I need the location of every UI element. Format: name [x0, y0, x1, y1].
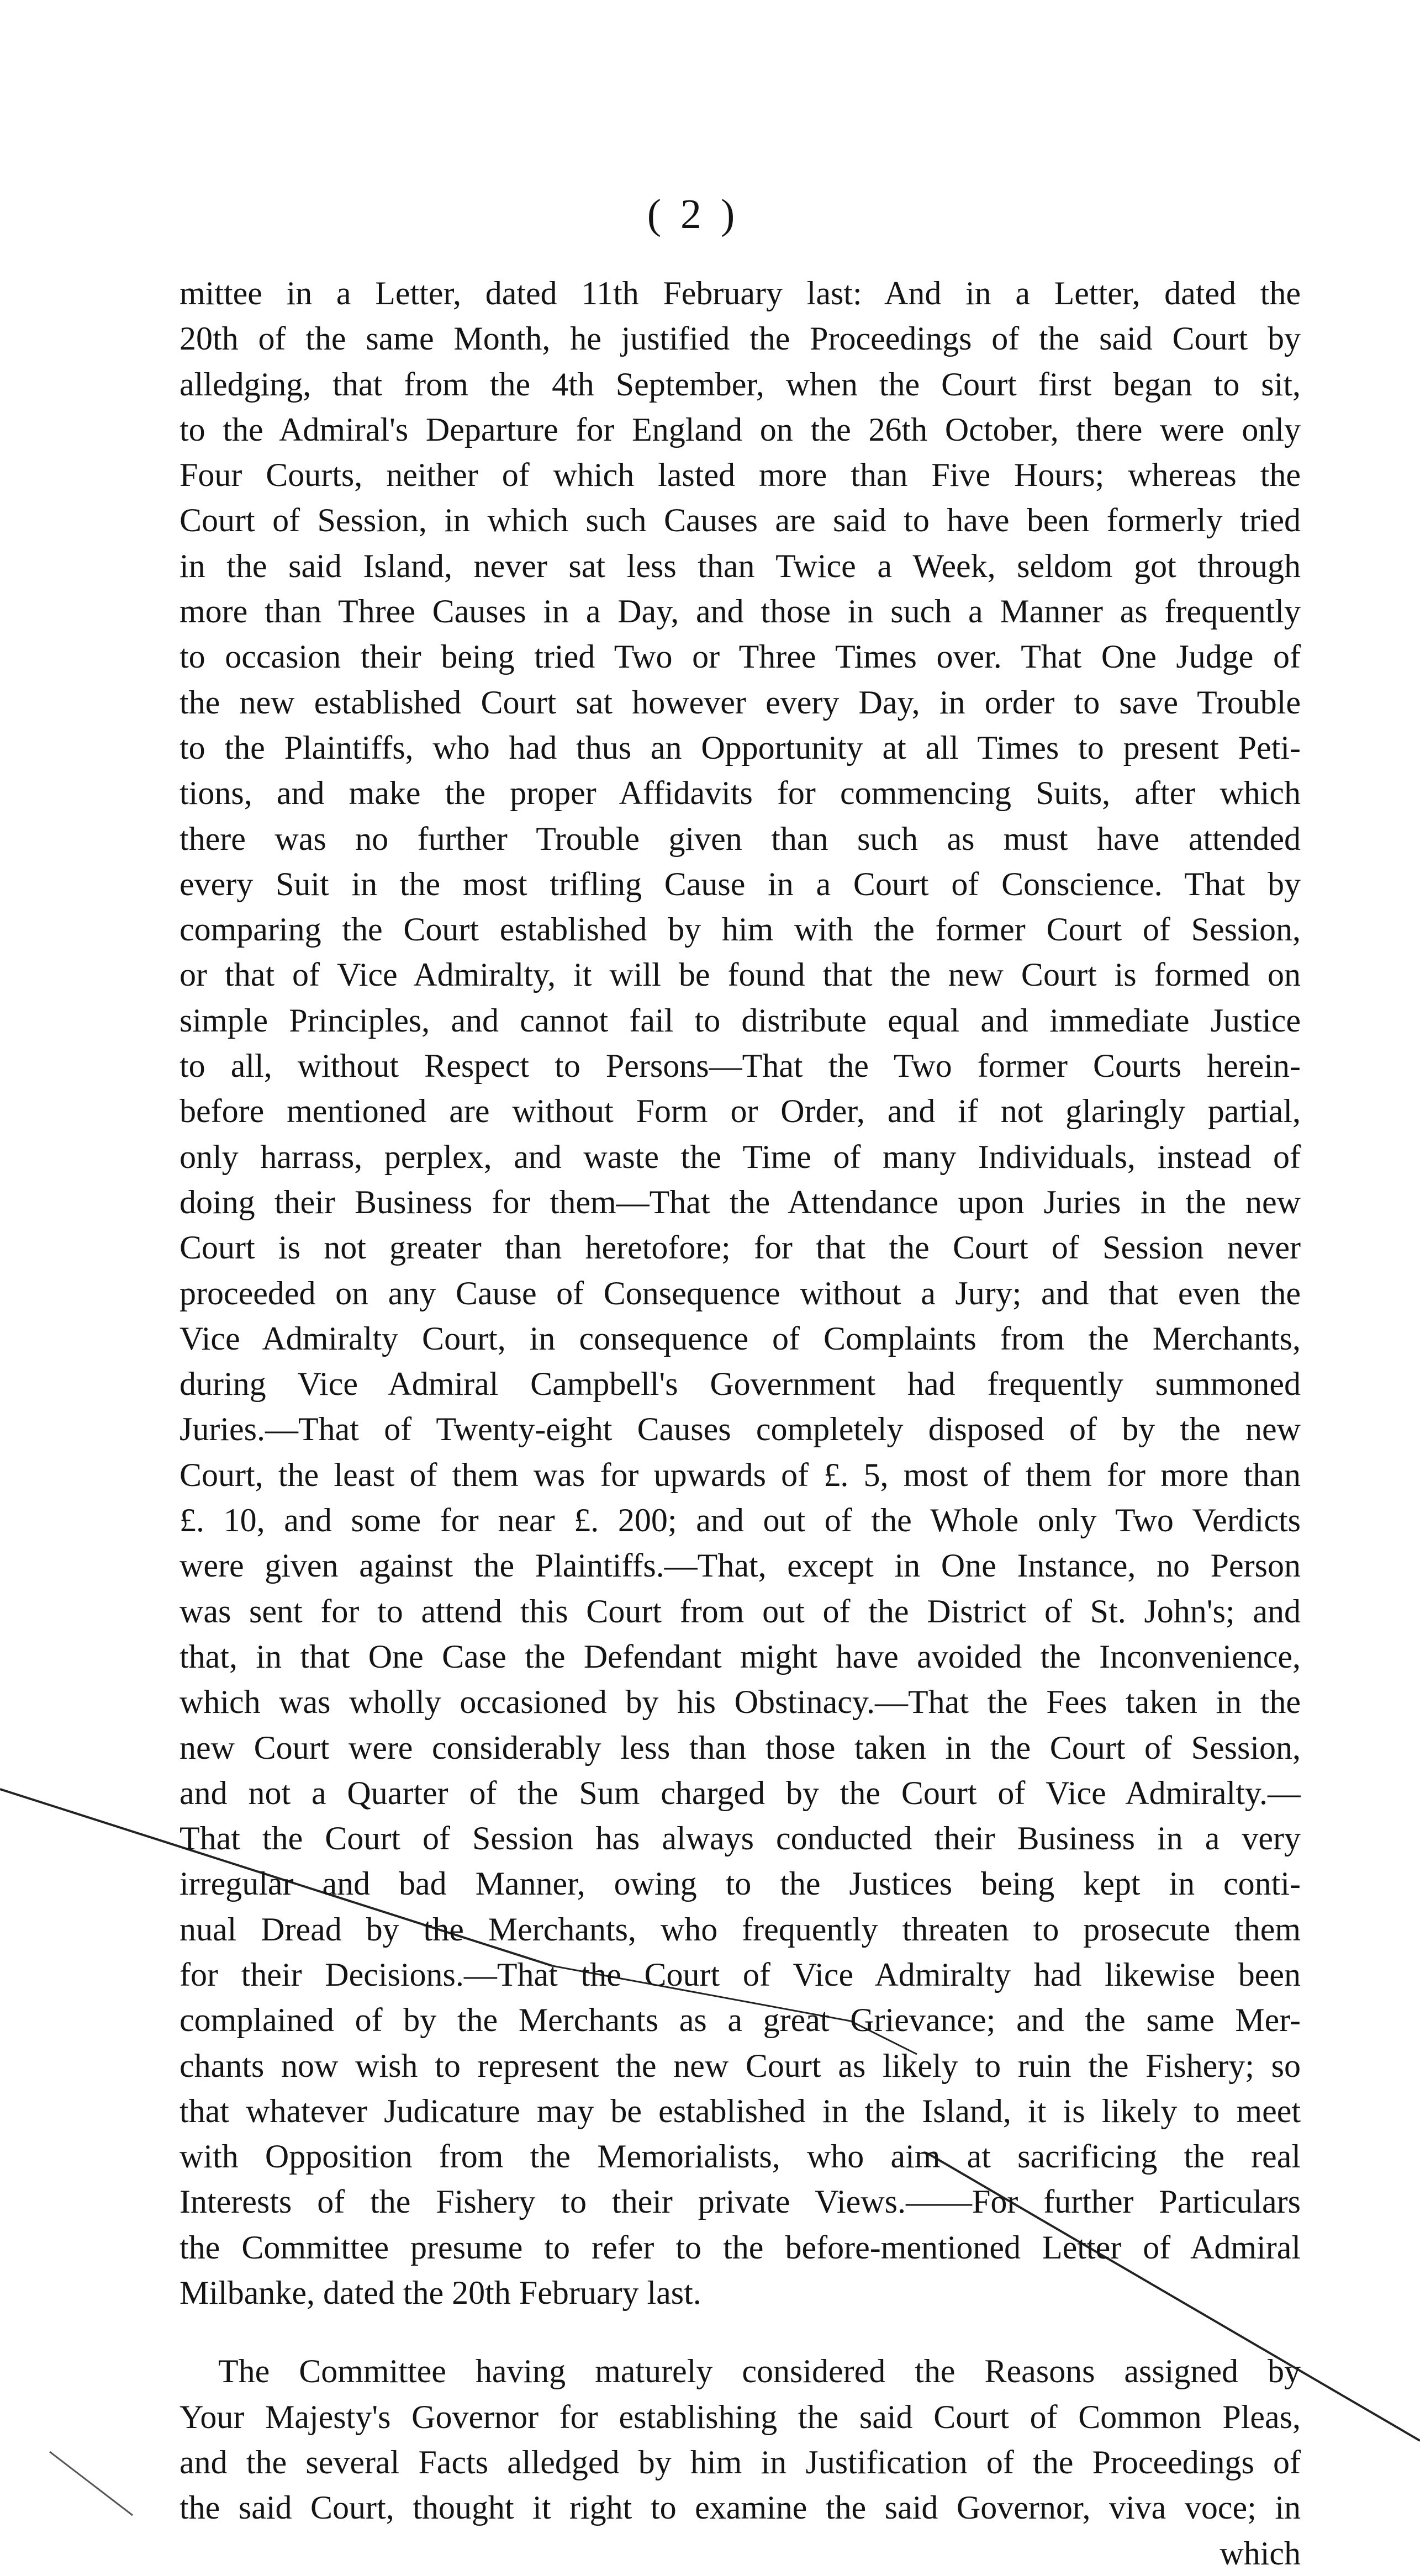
text-line: Four Courts, neither of which lasted more than Five Hours; whereas the	[180, 457, 1301, 494]
text-line: and not a Quarter of the Sum charged by the Court of Vice Admiralty.—	[180, 1774, 1301, 1811]
text-line: was sent for to attend this Court from out of the District of St. John's; and	[180, 1593, 1301, 1630]
text-line: before mentioned are without Form or Order, and if not glaringly partial,	[180, 1093, 1301, 1130]
text-line: mittee in a Letter, dated 11th February last: And in a Letter, dated the	[180, 275, 1301, 311]
text-line: during Vice Admiral Campbell's Government had frequently summoned	[180, 1366, 1301, 1403]
text-line: only harrass, perplex, and waste the Time of many Individuals, instead of	[180, 1138, 1301, 1175]
text-line: new Court were considerably less than those taken in the Court of Session,	[180, 1729, 1301, 1766]
paragraph-gap	[180, 2315, 1301, 2348]
text-line: doing their Business for them—That the Attendance upon Juries in the new	[180, 1183, 1301, 1220]
text-line: £. 10, and some for near £. 200; and out of the Whole only Two Verdicts	[180, 1502, 1301, 1539]
paragraph-1	[180, 271, 1301, 2315]
text-line: with Opposition from the Memorialists, who aim at sacrificing the real	[180, 2138, 1301, 2175]
text-line: that, in that One Case the Defendant might have avoided the Inconvenience,	[180, 1638, 1301, 1675]
text-line: to the Admiral's Departure for England on the 26th October, there were only	[180, 411, 1301, 448]
text-line: which was wholly occasioned by his Obstinacy.—That the Fees taken in the	[180, 1684, 1301, 1721]
text-line: simple Principles, and cannot fail to distribute equal and immediate Justice	[180, 1002, 1301, 1039]
text-line: to the Plaintiffs, who had thus an Opportunity at all Times to present Peti-	[180, 729, 1301, 766]
text-line: complained of by the Merchants as a great Grievance; and the same Mer-	[180, 2002, 1301, 2039]
text-line: to all, without Respect to Persons—That the Two former Courts herein-	[180, 1048, 1301, 1085]
text-line: Interests of the Fishery to their private Views.——For further Particulars	[180, 2183, 1301, 2220]
body-text	[180, 271, 1301, 2576]
text-line: the new established Court sat however every Day, in order to save Trouble	[180, 684, 1301, 721]
paragraph-2	[180, 2348, 1301, 2575]
text-line: Vice Admiralty Court, in consequence of Complaints from the Merchants,	[180, 1320, 1301, 1357]
text-line: for their Decisions.—That the Court of Vice Admiralty had likewise been	[180, 1956, 1301, 1993]
text-line: Court is not greater than heretofore; for that the Court of Session never	[180, 1229, 1301, 1266]
text-line: were given against the Plaintiffs.—That, except in One Instance, no Person	[180, 1547, 1301, 1584]
catchword: which	[1220, 2535, 1301, 2572]
text-line: Court of Session, in which such Causes are said to have been formerly tried	[180, 502, 1301, 539]
text-line: that whatever Judicature may be established in the Island, it is likely to meet	[180, 2092, 1301, 2129]
text-line: Juries.—That of Twenty-eight Causes completely disposed of by the new	[180, 1411, 1301, 1448]
text-line: in the said Island, never sat less than Twice a Week, seldom got through	[180, 547, 1301, 584]
text-line: nual Dread by the Merchants, who frequently threaten to prosecute them	[180, 1911, 1301, 1948]
text-line: or that of Vice Admiralty, it will be found that the new Court is formed on	[180, 956, 1301, 993]
text-line: the Committee presume to refer to the before-mentioned Letter of Admiral	[180, 2229, 1301, 2266]
text-line: The Committee having maturely considered the Reasons assigned by	[218, 2353, 1301, 2390]
text-line: Court, the least of them was for upwards of £. 5, most of them for more than	[180, 1456, 1301, 1493]
text-line: alledging, that from the 4th September, when the Court first began to sit,	[180, 366, 1301, 403]
text-line: chants now wish to represent the new Court as likely to ruin the Fishery; so	[180, 2047, 1301, 2084]
text-line: there was no further Trouble given than such as must have attended	[180, 820, 1301, 857]
text-line: the said Court, thought it right to examine the said Governor, viva voce; in	[180, 2489, 1301, 2526]
text-line: tions, and make the proper Affidavits for commencing Suits, after which	[180, 775, 1301, 812]
text-line: and the several Facts alledged by him in Justification of the Proceedings of	[180, 2443, 1301, 2480]
text-line: Milbanke, dated the 20th February last.	[180, 2275, 701, 2311]
text-line: to occasion their being tried Two or Three Times over. That One Judge of	[180, 638, 1301, 675]
text-line: Your Majesty's Governor for establishing the said Court of Common Pleas,	[180, 2398, 1301, 2435]
text-line: every Suit in the most trifling Cause in a Court of Conscience. That by	[180, 865, 1301, 902]
text-line: That the Court of Session has always conducted their Business in a very	[180, 1820, 1301, 1857]
text-line: irregular and bad Manner, owing to the Justices being kept in conti-	[180, 1865, 1301, 1902]
text-line: comparing the Court established by him with the former Court of Session,	[180, 911, 1301, 948]
text-line: 20th of the same Month, he justified the Proceedings of the said Court by	[180, 320, 1301, 357]
page-number: ( 2 )	[647, 191, 740, 237]
text-line: more than Three Causes in a Day, and those in such a Manner as frequently	[180, 593, 1301, 630]
text-line: proceeded on any Cause of Consequence without a Jury; and that even the	[180, 1274, 1301, 1311]
